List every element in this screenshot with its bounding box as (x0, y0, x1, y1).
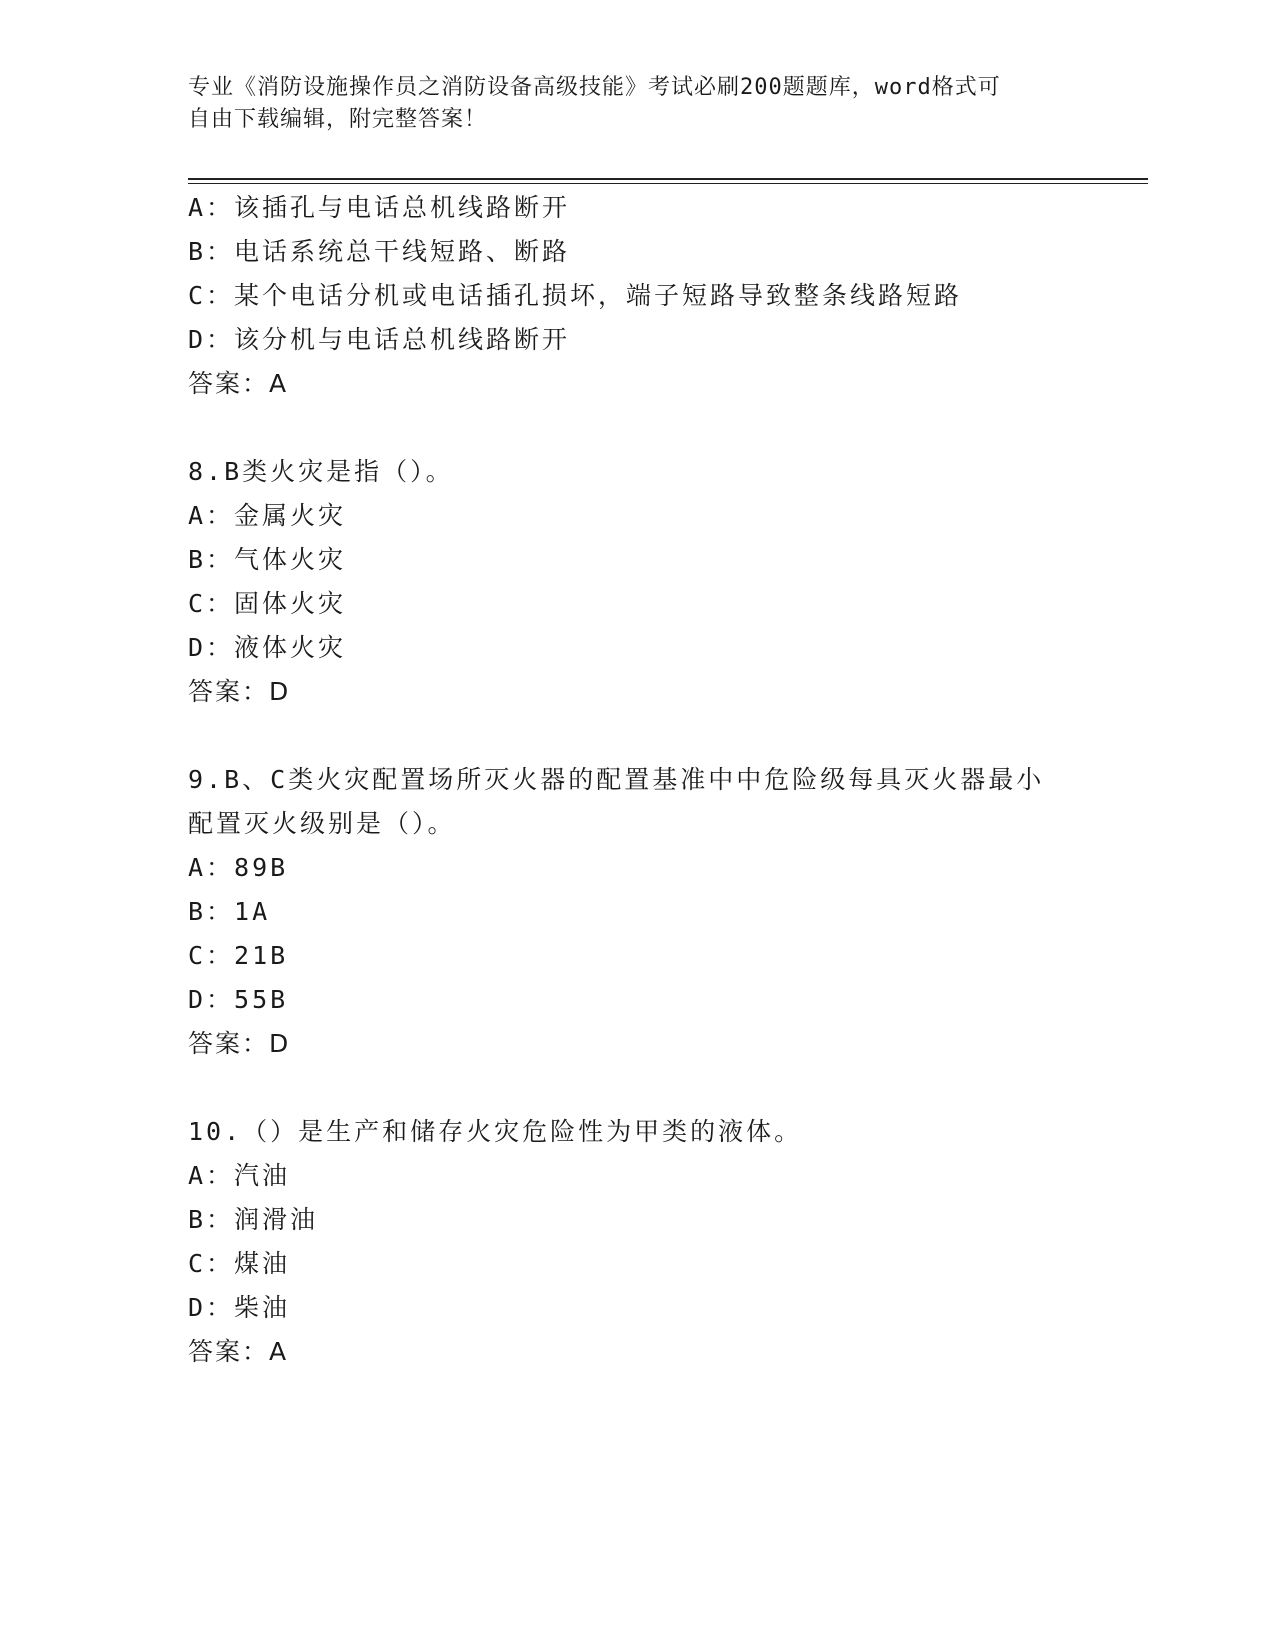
q10-option-b: B：润滑油 (188, 1205, 319, 1234)
header-line-2: 自由下载编辑，附完整答案！ (188, 107, 488, 132)
q9-question-line-1: 9.B、C类火灾配置场所灭火器的配置基准中中危险级每具灭火器最小 (188, 765, 1045, 794)
q10-option-d: D：柴油 (188, 1293, 291, 1322)
q7-option-b: B：电话系统总干线短路、断路 (188, 237, 571, 266)
q7-option-d: D：该分机与电话总机线路断开 (188, 325, 571, 354)
q8-question: 8.B类火灾是指（）。 (188, 457, 454, 486)
q9-option-b: B：1A (188, 897, 271, 926)
document-header (188, 72, 1088, 136)
q8-answer: 答案：D (188, 677, 291, 706)
q8-option-d: D：液体火灾 (188, 633, 347, 662)
q8-option-b: B：气体火灾 (188, 545, 347, 574)
q9-option-a: A：89B (188, 853, 289, 882)
q9-option-d: D：55B (188, 985, 289, 1014)
q7-answer: 答案：A (188, 369, 289, 398)
q10-option-c: C：煤油 (188, 1249, 291, 1278)
q10-option-a: A：汽油 (188, 1161, 291, 1190)
q9-option-c: C：21B (188, 941, 289, 970)
q9-answer: 答案：D (188, 1029, 291, 1058)
q7-option-c: C：某个电话分机或电话插孔损坏，端子短路导致整条线路短路 (188, 281, 963, 310)
header-divider-thick (188, 178, 1148, 180)
header-divider-thin (188, 183, 1148, 184)
q8-option-c: C：固体火灾 (188, 589, 347, 618)
q10-answer: 答案：A (188, 1337, 289, 1366)
q7-option-a: A：该插孔与电话总机线路断开 (188, 193, 571, 222)
q9-question-line-2: 配置灭火级别是（）。 (188, 809, 456, 838)
header-line-1: 专业《消防设施操作员之消防设备高级技能》考试必刷200题题库，word格式可 (188, 75, 1001, 100)
q8-option-a: A：金属火灾 (188, 501, 347, 530)
q10-question: 10.（）是生产和储存火灾危险性为甲类的液体。 (188, 1117, 803, 1146)
